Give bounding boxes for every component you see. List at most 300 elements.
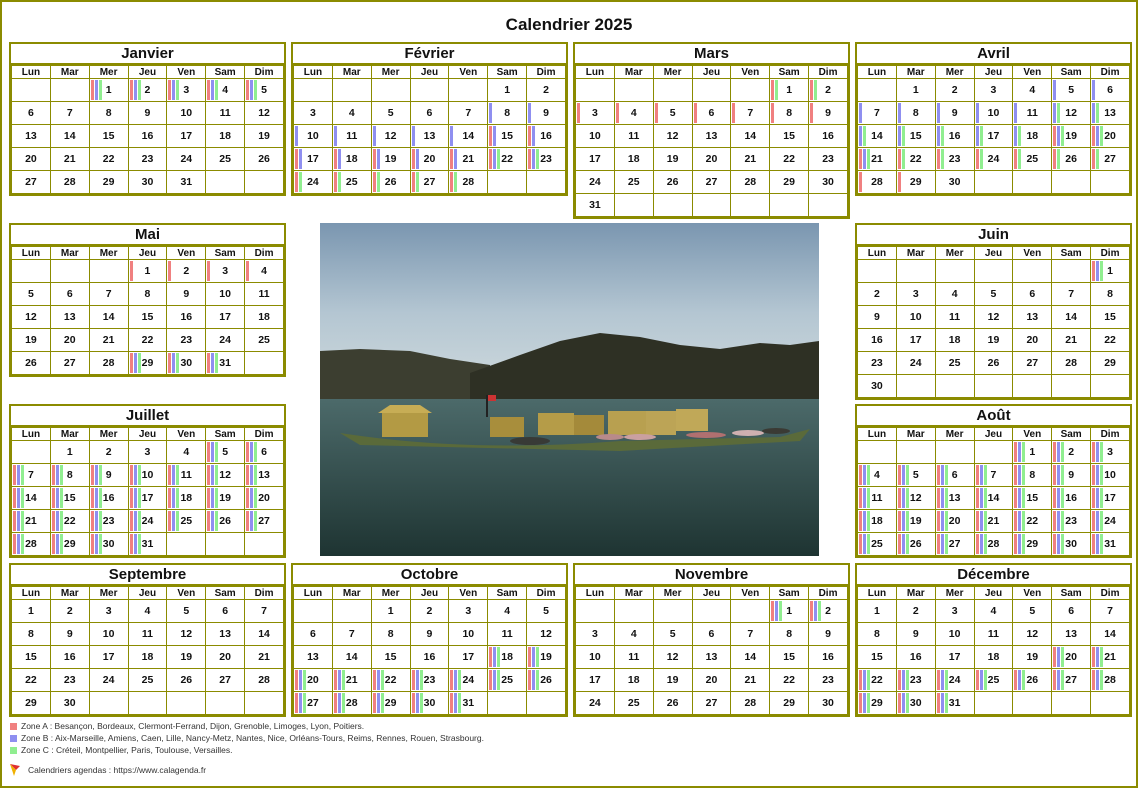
day-number: 31	[219, 357, 231, 369]
day-number: 29	[102, 176, 115, 188]
day-number: 13	[1104, 107, 1116, 119]
month-grid	[857, 246, 1130, 398]
day-number: 19	[666, 153, 679, 165]
day-number: 9	[874, 311, 880, 323]
day-cell	[167, 441, 206, 464]
day-cell	[1052, 533, 1091, 556]
zone-a-bar	[373, 670, 376, 690]
school-holiday-marker	[489, 670, 501, 690]
school-holiday-marker	[246, 465, 258, 485]
day-number: 11	[949, 311, 961, 323]
zone-a-bar	[246, 465, 249, 485]
zone-b-bar	[17, 465, 20, 485]
day-number: 17	[589, 674, 601, 686]
day-cell	[1091, 148, 1130, 171]
zone-c-bar	[215, 353, 218, 373]
zone-c-bar	[138, 465, 141, 485]
zone-c-bar	[867, 670, 870, 690]
zone-a-bar	[168, 261, 171, 281]
weekday-header: Lun	[12, 587, 51, 600]
weekday-header: Jeu	[692, 587, 731, 600]
day-number: 2	[825, 84, 831, 96]
day-cell	[50, 125, 89, 148]
weekday-header: Mer	[935, 66, 974, 79]
zone-b-bar	[1057, 670, 1060, 690]
day-cell	[89, 533, 128, 556]
zone-c-bar	[215, 80, 218, 100]
empty-cell	[371, 79, 410, 102]
school-holiday-marker	[976, 103, 980, 123]
school-holiday-marker	[168, 465, 180, 485]
day-cell	[576, 171, 615, 194]
weekday-header: Lun	[576, 587, 615, 600]
zone-b-bar	[17, 488, 20, 508]
day-cell	[809, 102, 848, 125]
day-cell	[576, 125, 615, 148]
empty-cell	[12, 441, 51, 464]
day-cell	[614, 148, 653, 171]
day-cell	[974, 669, 1013, 692]
school-holiday-marker	[976, 511, 988, 531]
day-number: 21	[1065, 334, 1077, 346]
zone-c-bar	[906, 511, 909, 531]
school-holiday-marker	[1014, 511, 1026, 531]
day-cell	[1091, 646, 1130, 669]
zone-c-bar	[303, 693, 306, 713]
zone-c-bar	[863, 126, 866, 146]
day-cell	[128, 125, 167, 148]
day-cell	[449, 623, 488, 646]
day-cell	[50, 487, 89, 510]
zone-b-bar	[1053, 80, 1056, 100]
day-cell	[692, 669, 731, 692]
weekday-header: Ven	[449, 66, 488, 79]
day-cell	[614, 692, 653, 715]
day-cell	[50, 102, 89, 125]
zone-b-bar	[211, 465, 214, 485]
school-holiday-marker	[1092, 465, 1104, 485]
zone-b-bar	[299, 670, 302, 690]
zone-c-bar	[867, 465, 870, 485]
zone-a-bar	[859, 693, 862, 713]
month-janvier	[9, 42, 286, 196]
day-cell	[527, 79, 566, 102]
day-number: 3	[465, 605, 472, 617]
day-number: 30	[1065, 538, 1077, 550]
day-number: 11	[346, 130, 358, 142]
day-number: 10	[102, 628, 115, 640]
zone-a-bar	[1014, 670, 1017, 690]
zone-c-bar	[945, 534, 948, 554]
zone-a-bar	[130, 511, 133, 531]
zone-a-bar	[898, 149, 901, 169]
zone-a-bar	[976, 511, 979, 531]
day-cell	[488, 125, 527, 148]
zone-b-bar	[250, 465, 253, 485]
day-number: 24	[141, 515, 154, 527]
day-cell	[371, 102, 410, 125]
day-cell	[128, 306, 167, 329]
weekday-header: Jeu	[128, 428, 167, 441]
day-cell	[89, 646, 128, 669]
weekday-header: Jeu	[128, 587, 167, 600]
day-number: 11	[628, 130, 640, 142]
day-cell	[1052, 669, 1091, 692]
zone-a-bar	[207, 80, 210, 100]
day-number: 15	[1026, 492, 1039, 504]
day-number: 5	[222, 446, 229, 458]
day-number: 4	[951, 288, 958, 300]
zone-a-bar	[898, 511, 901, 531]
day-cell	[614, 646, 653, 669]
zone-a-bar	[130, 80, 133, 100]
zone-a-bar	[130, 488, 133, 508]
day-number: 5	[669, 628, 676, 640]
day-number: 12	[909, 492, 922, 504]
day-number: 3	[105, 605, 112, 617]
day-cell	[410, 669, 449, 692]
day-number: 25	[948, 357, 961, 369]
school-holiday-marker	[976, 488, 988, 508]
zone-c-bar	[536, 647, 539, 667]
day-number: 2	[912, 605, 919, 617]
day-cell	[974, 102, 1013, 125]
day-cell	[371, 692, 410, 715]
empty-cell	[128, 692, 167, 715]
day-cell	[896, 464, 935, 487]
day-number: 8	[66, 469, 73, 481]
zone-b-bar	[493, 670, 496, 690]
day-cell	[896, 487, 935, 510]
day-cell	[1052, 148, 1091, 171]
day-number: 20	[705, 674, 718, 686]
day-number: 7	[874, 107, 880, 119]
zone-a-bar	[295, 670, 298, 690]
zone-a-bar	[412, 149, 415, 169]
day-cell	[1091, 283, 1130, 306]
day-number: 30	[822, 176, 834, 188]
zone-b-bar	[134, 465, 137, 485]
school-holiday-marker	[130, 80, 142, 100]
day-number: 9	[912, 628, 919, 640]
weekday-header: Dim	[245, 428, 284, 441]
day-number: 3	[1107, 446, 1113, 458]
zone-c-bar	[99, 488, 102, 508]
school-holiday-marker	[130, 534, 142, 554]
zone-c-bar	[1100, 488, 1103, 508]
school-holiday-marker	[246, 261, 250, 281]
day-number: 24	[987, 153, 1000, 165]
day-number: 8	[786, 107, 793, 119]
day-cell	[89, 171, 128, 194]
zone-b-bar	[95, 488, 98, 508]
day-number: 16	[540, 130, 552, 142]
zone-c-bar	[980, 126, 983, 146]
zone-c-bar	[779, 601, 782, 621]
zone-c-bar	[138, 353, 141, 373]
day-cell	[128, 79, 167, 102]
day-number: 14	[1104, 628, 1116, 640]
month-juillet	[9, 404, 286, 558]
day-number: 22	[783, 674, 795, 686]
empty-cell	[614, 79, 653, 102]
zone-c-bar	[338, 172, 341, 192]
school-holiday-marker	[168, 488, 180, 508]
school-holiday-marker	[1053, 670, 1065, 690]
day-cell	[896, 125, 935, 148]
weekday-header: Mar	[332, 587, 371, 600]
day-number: 11	[258, 288, 270, 300]
day-number: 3	[183, 84, 190, 96]
zone-c-bar	[176, 488, 179, 508]
day-cell	[1013, 533, 1052, 556]
day-number: 1	[387, 605, 394, 617]
zone-c-bar	[1100, 647, 1103, 667]
zone-c-bar	[99, 534, 102, 554]
zone-b-bar	[134, 488, 137, 508]
day-cell	[12, 464, 51, 487]
day-number: 14	[871, 130, 883, 142]
weekday-header: Jeu	[692, 66, 731, 79]
school-holiday-marker	[937, 103, 941, 123]
school-holiday-marker	[373, 149, 381, 169]
school-holiday-marker	[810, 601, 822, 621]
zone-c-bar	[1057, 149, 1060, 169]
day-cell	[50, 352, 89, 375]
day-cell	[294, 669, 333, 692]
zone-a-bar	[246, 488, 249, 508]
school-holiday-marker	[859, 534, 871, 554]
day-number: 28	[462, 176, 475, 188]
day-number: 13	[1026, 311, 1039, 323]
day-cell	[245, 669, 284, 692]
day-cell	[206, 623, 245, 646]
day-cell	[12, 510, 51, 533]
day-cell	[974, 533, 1013, 556]
zone-c-bar	[138, 534, 141, 554]
empty-cell	[488, 692, 527, 715]
day-cell	[653, 623, 692, 646]
day-number: 10	[589, 130, 601, 142]
zone-a-bar	[937, 670, 940, 690]
footer-link-text[interactable]: Calendriers agendas : https://www.calagenda.fr	[28, 765, 207, 775]
month-name: Juillet	[11, 406, 284, 427]
empty-cell	[896, 441, 935, 464]
day-number: 15	[783, 651, 795, 663]
day-number: 23	[909, 674, 922, 686]
empty-cell	[1013, 171, 1052, 194]
day-cell	[245, 148, 284, 171]
day-cell	[576, 148, 615, 171]
day-cell	[206, 79, 245, 102]
day-number: 10	[987, 107, 1000, 119]
day-cell	[50, 669, 89, 692]
zone-a-bar	[168, 353, 171, 373]
school-holiday-marker	[168, 80, 180, 100]
zone-b-bar	[416, 670, 419, 690]
day-number: 18	[501, 651, 513, 663]
zone-b-bar	[941, 534, 944, 554]
empty-cell	[89, 260, 128, 283]
day-cell	[488, 623, 527, 646]
day-cell	[128, 623, 167, 646]
weekday-header: Jeu	[410, 587, 449, 600]
empty-cell	[692, 600, 731, 623]
school-holiday-marker	[1092, 261, 1104, 281]
zone-b-bar	[377, 693, 380, 713]
day-number: 31	[1104, 538, 1116, 550]
day-cell	[1052, 623, 1091, 646]
day-cell	[935, 487, 974, 510]
day-cell	[576, 102, 615, 125]
zone-a-bar	[207, 261, 210, 281]
zone-c-bar	[1100, 261, 1103, 281]
day-cell	[167, 487, 206, 510]
day-number: 23	[540, 153, 552, 165]
day-cell	[858, 375, 897, 398]
school-holiday-marker	[1092, 80, 1096, 100]
school-holiday-marker	[898, 172, 902, 192]
school-holiday-marker	[1053, 465, 1065, 485]
day-number: 8	[1107, 288, 1113, 300]
zone-a-bar	[810, 80, 813, 100]
day-cell	[50, 646, 89, 669]
day-number: 21	[63, 153, 76, 165]
day-number: 23	[1065, 515, 1077, 527]
day-number: 30	[909, 697, 922, 709]
school-holiday-marker	[616, 103, 620, 123]
day-cell	[89, 600, 128, 623]
day-number: 5	[183, 605, 190, 617]
school-holiday-marker	[528, 670, 540, 690]
day-number: 27	[25, 176, 37, 188]
day-cell	[410, 171, 449, 194]
day-cell	[410, 125, 449, 148]
day-cell	[89, 283, 128, 306]
day-cell	[167, 510, 206, 533]
zone-a-bar	[1092, 465, 1095, 485]
school-holiday-marker	[489, 149, 501, 169]
day-cell	[245, 125, 284, 148]
school-holiday-marker	[1092, 534, 1104, 554]
zone-c-bar	[775, 80, 778, 100]
day-number: 31	[180, 176, 193, 188]
zone-b-bar	[937, 103, 940, 123]
school-holiday-marker	[859, 670, 871, 690]
weekday-header: Mer	[935, 247, 974, 260]
zone-c-bar	[1100, 465, 1103, 485]
school-holiday-marker	[91, 465, 103, 485]
zone-a-bar	[450, 670, 453, 690]
weekday-header: Mer	[653, 587, 692, 600]
day-number: 7	[105, 288, 112, 300]
zone-c-bar	[254, 442, 257, 462]
school-holiday-marker	[1014, 465, 1026, 485]
empty-cell	[896, 375, 935, 398]
weekday-header: Dim	[1091, 247, 1130, 260]
day-cell	[527, 600, 566, 623]
day-number: 23	[141, 153, 154, 165]
empty-cell	[692, 194, 731, 217]
day-number: 10	[307, 130, 319, 142]
day-cell	[12, 623, 51, 646]
day-number: 18	[987, 651, 1000, 663]
day-cell	[50, 171, 89, 194]
day-cell	[1091, 441, 1130, 464]
empty-cell	[449, 79, 488, 102]
zone-a-bar	[412, 172, 415, 192]
zone-b-bar	[250, 442, 253, 462]
weekday-header: Ven	[167, 428, 206, 441]
day-number: 12	[25, 311, 37, 323]
month-name: Novembre	[575, 565, 848, 586]
month-decembre	[855, 563, 1132, 717]
day-number: 4	[1029, 84, 1036, 96]
day-cell	[294, 692, 333, 715]
day-number: 23	[948, 153, 961, 165]
day-number: 4	[144, 605, 151, 617]
school-holiday-marker	[1014, 488, 1026, 508]
day-number: 10	[219, 288, 231, 300]
zone-a-bar	[412, 693, 415, 713]
zone-a-bar	[91, 511, 94, 531]
day-number: 29	[25, 697, 37, 709]
school-holiday-marker	[898, 126, 906, 146]
day-number: 14	[744, 651, 757, 663]
day-cell	[371, 623, 410, 646]
weekday-header: Jeu	[974, 247, 1013, 260]
day-cell	[1052, 329, 1091, 352]
day-number: 12	[1065, 107, 1077, 119]
day-cell	[974, 329, 1013, 352]
day-cell	[896, 600, 935, 623]
day-cell	[206, 306, 245, 329]
day-cell	[896, 171, 935, 194]
weekday-header: Mar	[614, 587, 653, 600]
weekday-header: Mer	[89, 428, 128, 441]
day-number: 28	[345, 697, 358, 709]
school-holiday-marker	[246, 511, 258, 531]
empty-cell	[653, 600, 692, 623]
month-name: Octobre	[293, 565, 566, 586]
day-cell	[50, 692, 89, 715]
school-holiday-marker	[373, 126, 377, 146]
empty-cell	[858, 79, 897, 102]
school-holiday-marker	[246, 442, 258, 462]
day-cell	[1052, 79, 1091, 102]
zone-a-bar	[898, 693, 901, 713]
day-number: 24	[909, 357, 922, 369]
zone-b-bar	[450, 126, 453, 146]
month-grid	[293, 65, 566, 194]
day-cell	[371, 148, 410, 171]
zone-c-bar	[458, 693, 461, 713]
school-holiday-marker	[898, 534, 910, 554]
school-holiday-marker	[1053, 126, 1065, 146]
day-number: 27	[1065, 674, 1077, 686]
day-cell	[1052, 487, 1091, 510]
day-cell	[50, 441, 89, 464]
zone-b-bar	[1018, 465, 1021, 485]
day-number: 29	[63, 538, 76, 550]
day-number: 5	[261, 84, 267, 96]
day-cell	[245, 102, 284, 125]
month-novembre	[573, 563, 850, 717]
day-cell	[974, 283, 1013, 306]
day-cell	[245, 441, 284, 464]
empty-cell	[935, 441, 974, 464]
day-cell	[653, 669, 692, 692]
